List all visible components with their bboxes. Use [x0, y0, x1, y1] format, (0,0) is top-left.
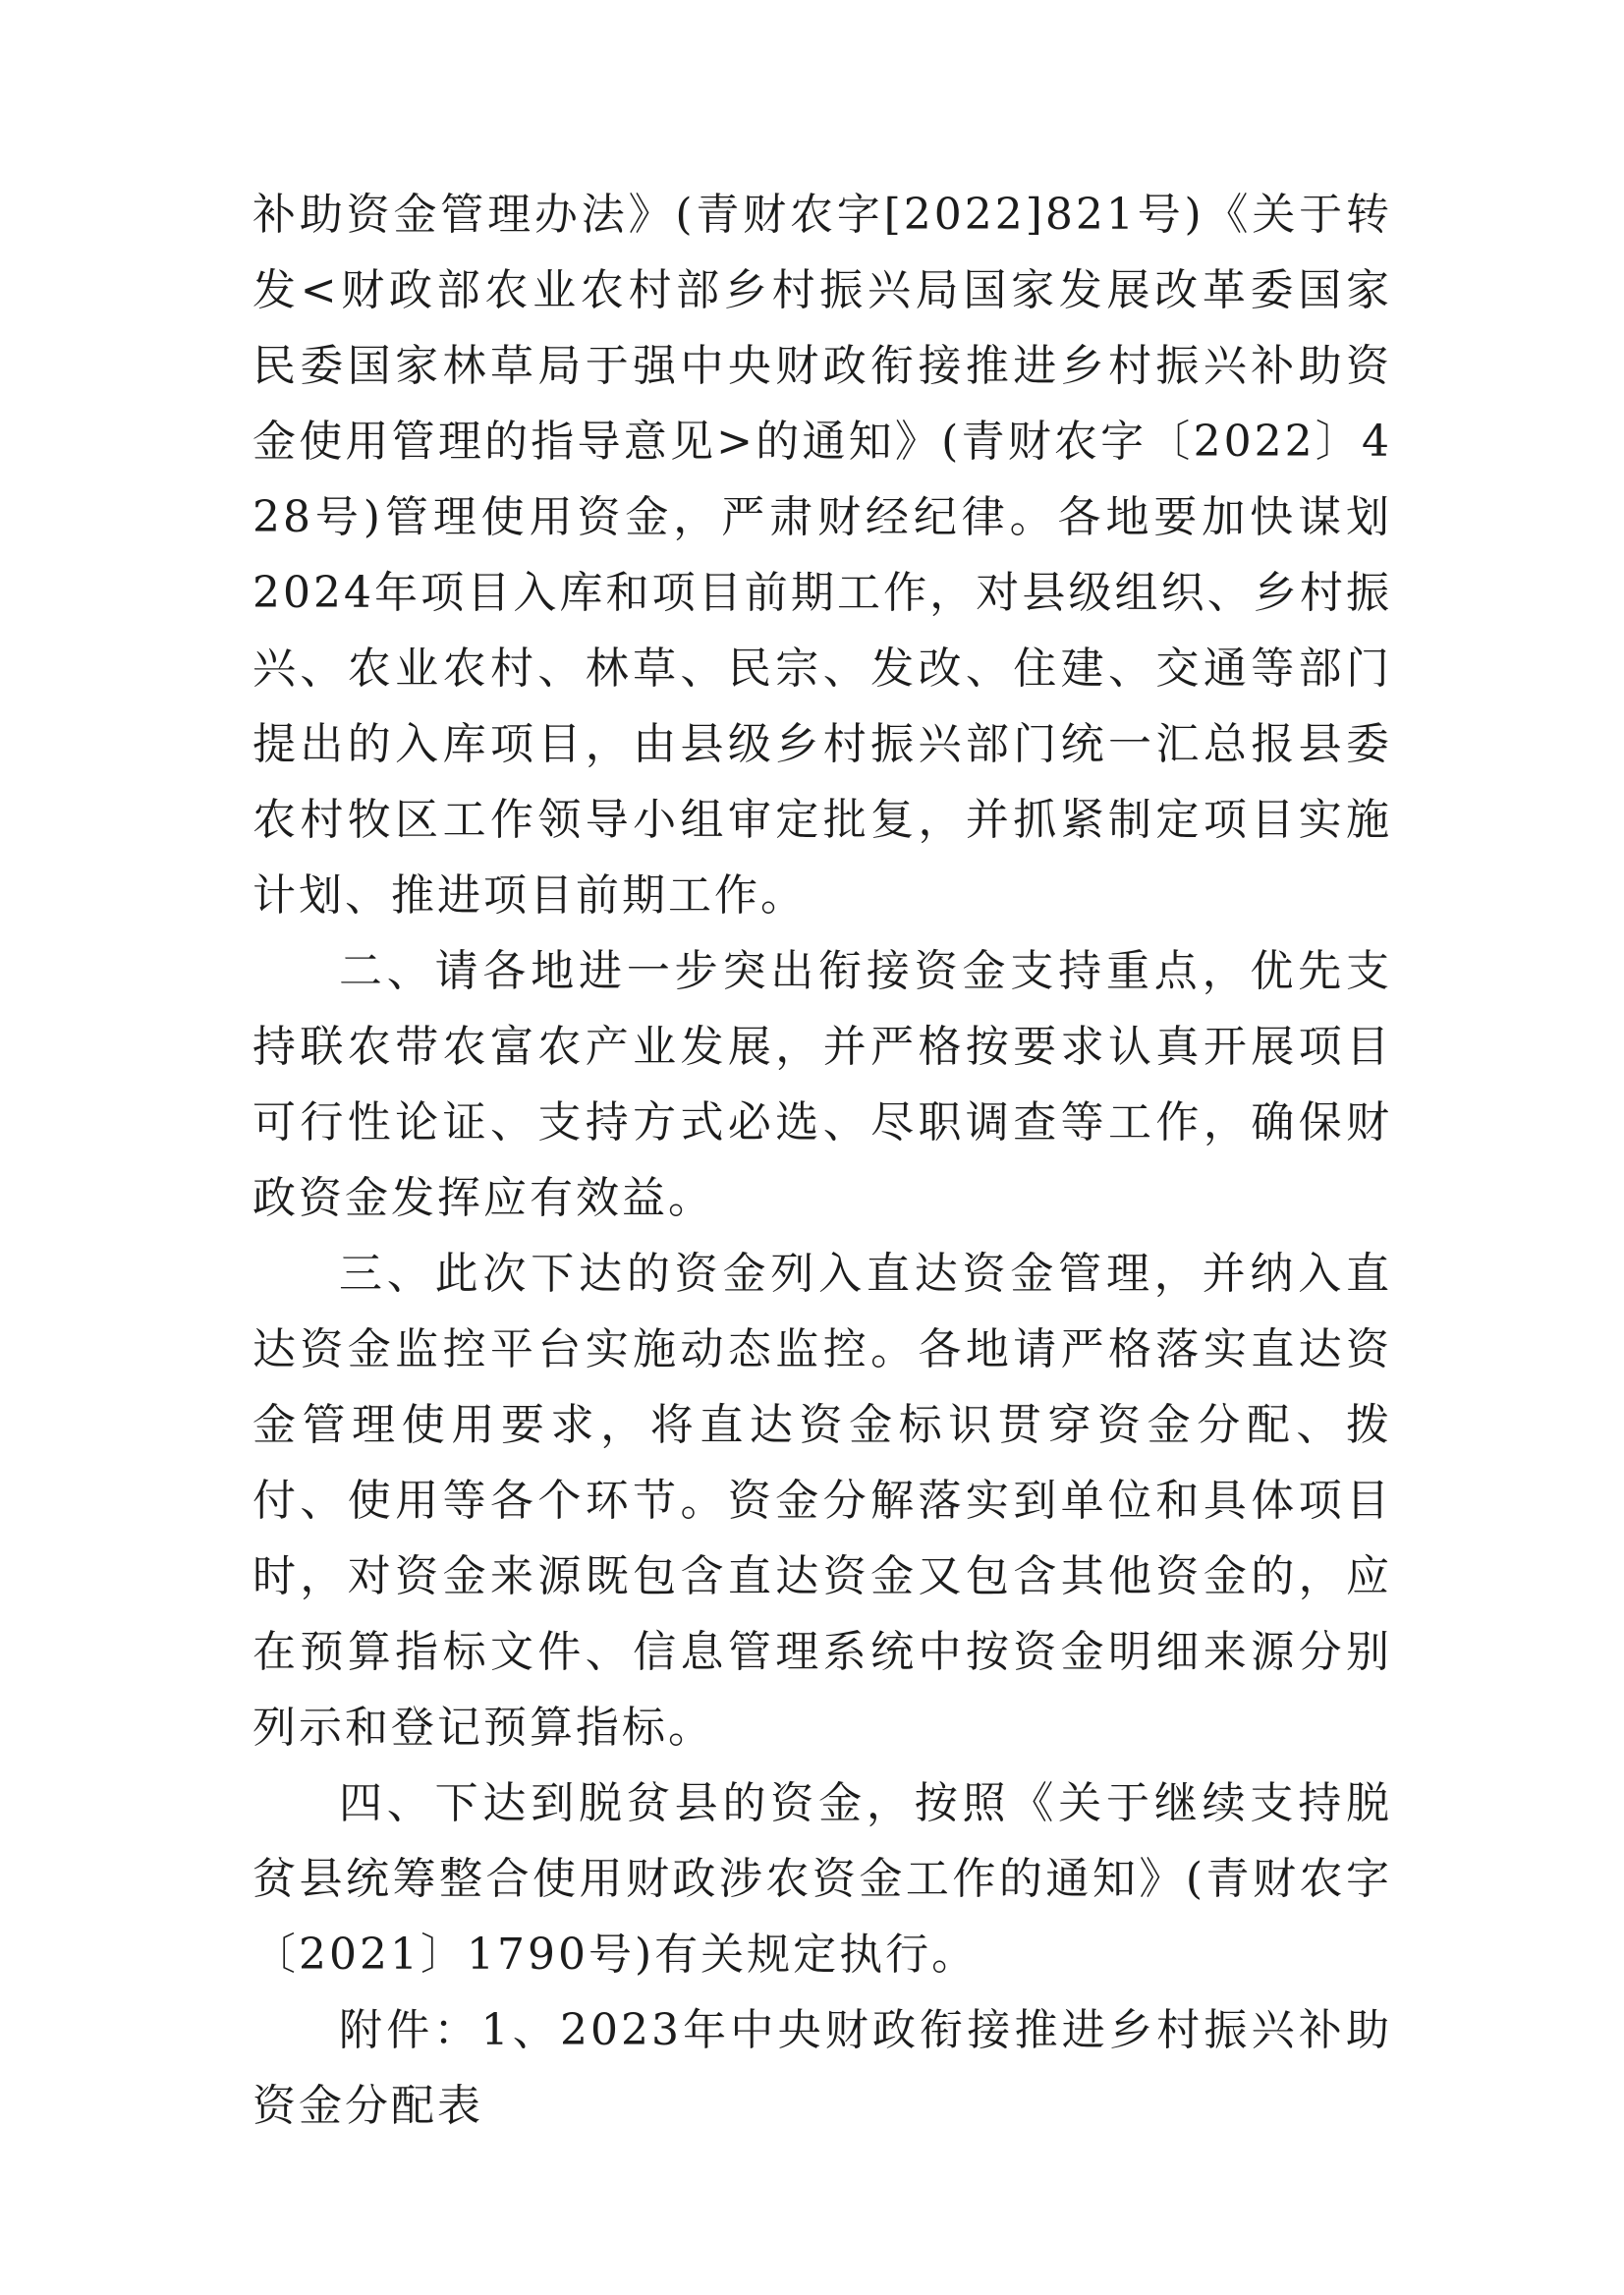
document-body — [252, 177, 1392, 2144]
paragraph-item-three: 三、此次下达的资金列入直达资金管理，并纳入直达资金监控平台实施动态监控。各地请严格落实直达资金管理使用要求，将直达资金标识贯穿资金分配、拨付、使用等各个环节。资金分解落实到单位和具体项目时，对资金来源既包含直达资金又包含其他资金的，应在预算指标文件、信息管理系统中按资金明细来源分别列示和登记预算指标。 — [252, 1249, 1392, 1753]
paragraph-continuation: 补助资金管理办法》(青财农字[2022]821号)《关于转发<财政部农业农村部乡村振兴局国家发展改革委国家民委国家林草局于强中央财政衔接推进乡村振兴补助资金使用管理的指导意见>的通知》(青财农字〔2022〕428号)管理使用资金，严肃财经纪律。各地要加快谋划 2024年项目入库和项目前期工作，对县级组织、乡村振兴、农业农村、林草、民宗、发改、住建、交通等部门提出的入库项目，由县级乡村振兴部门统一汇总报县委农村牧区工作领导小组审定批复，并抓紧制定项目实施计划、推进项目前期工作。 — [252, 190, 1392, 921]
paragraph-attachment: 附件：1、2023年中央财政衔接推进乡村振兴补助资金分配表 — [252, 2005, 1392, 2131]
paragraph-item-two: 二、请各地进一步突出衔接资金支持重点，优先支持联农带农富农产业发展，并严格按要求认真开展项目可行性论证、支持方式必选、尽职调查等工作，确保财政资金发挥应有效益。 — [252, 946, 1392, 1223]
paragraph-item-four: 四、下达到脱贫县的资金，按照《关于继续支持脱贫县统筹整合使用财政涉农资金工作的通知》(青财农字〔2021〕1790号)有关规定执行。 — [252, 1778, 1392, 1980]
